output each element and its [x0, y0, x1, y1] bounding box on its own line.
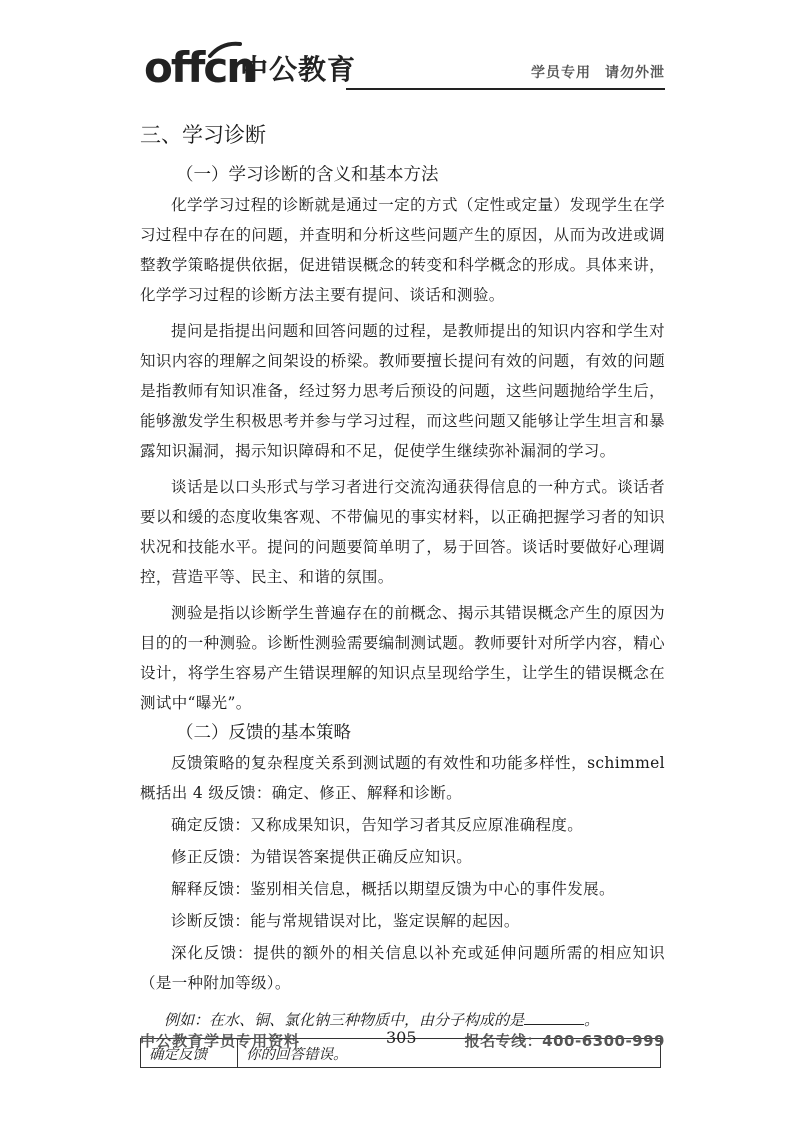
section-title: 三、学习诊断	[140, 123, 266, 147]
subsection-title-1: （一）学习诊断的含义和基本方法	[176, 165, 439, 185]
page-number: 305	[386, 1028, 417, 1047]
paragraph: 反馈策略的复杂程度关系到测试题的有效性和功能多样性，schimmel 概括出 4 级反馈：确定、修正、解释和诊断。	[140, 754, 665, 802]
footer-hotline: 报名专线：400-6300-999	[464, 1032, 665, 1050]
header-tags	[531, 62, 665, 82]
header-tag-students-only: 学员专用	[531, 65, 591, 81]
paragraph: 化学学习过程的诊断就是通过一定的方式（定性或定量）发现学生在学习过程中存在的问题，并查明和分析这些问题产生的原因，从而为改进或调整教学策略提供依据，促进错误概念的转变和科学概念的形成。具体来讲，化学学习过程的诊断方法主要有提问、谈话和测验。	[140, 196, 665, 304]
page-content	[140, 118, 665, 1068]
answer-blank	[524, 1008, 584, 1025]
table-cell-message: 你的回答错误。	[238, 1039, 661, 1068]
offcn-logo: offcn	[144, 43, 255, 92]
footer-label: 中公教育学员专用资料	[140, 1032, 301, 1050]
paragraph: 确定反馈：又称成果知识，告知学习者其反应原准确程度。	[171, 816, 584, 834]
table-cell-type: 确定反馈	[141, 1039, 238, 1068]
logo-swoosh-icon	[208, 40, 242, 58]
paragraph: 谈话是以口头形式与学习者进行交流沟通获得信息的一种方式。谈话者要以和缓的态度收集客观、不带偏见的事实材料，以正确把握学习者的知识状况和技能水平。提问的问题要简单明了，易于回答。谈话时要做好心理调控，营造平等、民主、和谐的氛围。	[140, 478, 665, 586]
header-rule	[346, 88, 665, 90]
page-header	[140, 40, 665, 94]
paragraph: 解释反馈：鉴别相关信息，概括以期望反馈为中心的事件发展。	[171, 880, 615, 898]
page-footer	[140, 1030, 665, 1054]
paragraph: 修正反馈：为错误答案提供正确反应知识。	[171, 848, 473, 866]
paragraph: 诊断反馈：能与常规错误对比，鉴定误解的起因。	[171, 912, 520, 930]
example-end: 。	[584, 1011, 600, 1029]
paragraph: 深化反馈：提供的额外的相关信息以补充或延伸问题所需的相应知识（是一种附加等级）。	[140, 944, 665, 992]
subsection-title-2: （二）反馈的基本策略	[176, 723, 351, 743]
brand-name: 中公教育	[240, 53, 357, 86]
example-text: 例如：在水、铜、氯化钠三种物质中，由分子构成的是	[164, 1011, 525, 1029]
paragraph: 测验是指以诊断学生普遍存在的前概念、揭示其错误概念产生的原因为目的的一种测验。诊断性测验需要编制测试题。教师要针对所学内容，精心设计，将学生容易产生错误理解的知识点呈现给学生，让学生的错误概念在测试中“曝光”。	[140, 604, 665, 712]
paragraph: 提问是指提出问题和回答问题的过程，是教师提出的知识内容和学生对知识内容的理解之间架设的桥梁。教师要擅长提问有效的问题，有效的问题是指教师有知识准备，经过努力思考后预设的问题，这些问题抛给学生后，能够激发学生积极思考并参与学习过程，而这些问题又能够让学生坦言和暴露知识漏洞，揭示知识障碍和不足，促使学生继续弥补漏洞的学习。	[140, 322, 665, 460]
header-tag-no-leak: 请勿外泄	[605, 65, 665, 81]
